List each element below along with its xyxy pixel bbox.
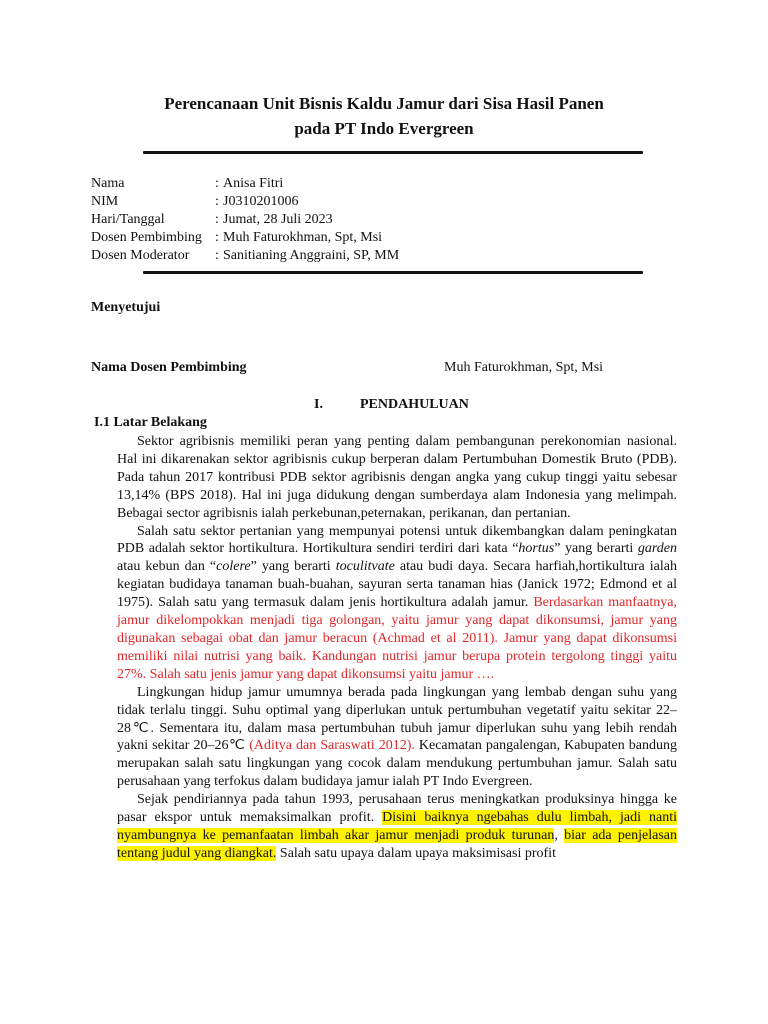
info-label: Dosen Moderator [91,248,190,263]
info-row-name: Nama : Anisa Fitri [91,176,284,191]
info-value: Anisa Fitri [223,176,284,191]
student-info-block [91,175,399,265]
supervisor-signature-name: Muh Faturokhman, Spt, Msi [444,360,604,375]
info-value: Muh Faturokhman, Spt, Msi [223,230,383,245]
info-value: Sanitianing Anggraini, SP, MM [223,248,400,263]
highlighted-comment-2: biar ada penjelasan tentang judul yang diangkat. [117,827,677,861]
supervisor-label: Nama Dosen Pembimbing [91,360,247,375]
info-divider [143,271,643,274]
red-comment-text: Berdasarkan manfaatnya, jamur dikelompokkan menjadi tiga golongan, yaitu jamur yang dapat dikonsumsi, jamur yang digunakan sebagai obat dan jamur beracun (Achmad et al 2011). Jamur yang dapat dikonsumsi memiliki nilai nutrisi yang baik. Kandungan nutrisi jamur berupa protein tergolong tinggi yaitu 27%. Salah satu jenis jamur yang dapat dikonsumsi yaitu jamur …. [117,595,678,682]
document-title-line-1: Perencanaan Unit Bisnis Kaldu Jamur dari Sisa Hasil Panen [164,94,604,113]
paragraph-1: Sektor agribisnis memiliki peran yang penting dalam pembangunan perekonomian nasional. Hal ini dikarenakan sektor agribisnis cukup berperan dalam Pertumbuhan Domestik Bruto (PDB). Pada tahun 2017 kontribusi PDB sektor agribisnis dengan angka yang cukup tinggi yaitu sebesar 13,14% (BPS 2018). Hal ini juga didukung dengan sumberdaya alam Indonesia yang melimpah. Bebagai sector agribisnis ialah perkebunan,peternakan, perikanan, dan pertanian. [117,434,677,521]
chapter-title: PENDAHULUAN [360,397,469,412]
paragraph-2: Salah satu sektor pertanian yang mempunyai potensi untuk dikembangkan dalam peningkatan PDB adalah sektor hortikultura. Hortikultura sendiri terdiri dari kata “hortus” yang berarti garden atau kebun dan “colere” yang berarti toculitvate atau budi daya. Secara harfiah,hortikultura ialah kegiatan budidaya tanaman buah-buahan, sayuran serta tanaman hias (Janick 1972; Edmond et al 1975). Salah satu yang termasuk dalam jenis hortikultura adalah jamur. Berdasarkan manfaatnya, jamur dikelompokkan menjadi tiga golongan, yaitu jamur yang dapat dikonsumsi, jamur yang digunakan sebagai obat dan jamur beracun (Achmad et al 2011). Jamur yang dapat dikonsumsi memiliki nilai nutrisi yang baik. Kandungan nutrisi jamur berupa protein tergolong tinggi yaitu 27%. Salah satu jenis jamur yang dapat dikonsumsi yaitu jamur …. [117,523,678,682]
info-row-supervisor: Dosen Pembimbing : Muh Faturokhman, Spt, Msi [91,230,383,245]
paragraph-3: Lingkungan hidup jamur umumnya berada pada lingkungan yang lembab dengan suhu yang tidak terlalu tinggi. Suhu optimal yang diperlukan untuk pertumbuhan vegetatif yaitu sekitar 22–28℃. Sementara itu, dalam masa pertumbuhan tubuh jamur diperlukan suhu yang lebih rendah yakni sekitar 20–26℃ (Aditya dan Saraswati 2012). Kecamatan pangalengan, Kabupaten bandung merupakan salah satu lingkungan yang cocok dalam mendukung pertumbuhan jamur. Salah satu perusahaan yang terfokus dalam budidaya jamur ialah PT Indo Evergreen. [117,684,677,790]
info-row-nim: NIM : J0310201006 [91,194,299,209]
info-value: J0310201006 [223,194,299,209]
highlighted-comment-1: Disini baiknya ngebahas dulu limbah, jadi nanti nyambungnya ke pemanfaatan limbah akar jamur menjadi produk turunan [117,810,677,843]
title-divider [143,151,643,154]
body-text [117,433,677,863]
info-label: Hari/Tanggal [91,212,165,227]
red-citation: (Aditya dan Saraswati 2012). [249,738,415,754]
info-label: Nama [91,176,125,191]
info-label: NIM [91,194,119,209]
info-value: Jumat, 28 Juli 2023 [223,212,333,227]
subsection-heading: I.1 Latar Belakang [94,415,207,430]
chapter-number: I. [314,397,323,412]
paragraph-4: Sejak pendiriannya pada tahun 1993, perusahaan terus meningkatkan produksinya hingga ke pasar ekspor untuk memaksimalkan profit. Disini baiknya ngebahas dulu limbah, jadi nanti nyambungnya ke pemanfaatan limbah akar jamur menjadi produk turunan, biar ada penjelasan tentang judul yang diangkat. Salah satu upaya dalam upaya maksimisasi profit [117,792,677,861]
info-row-date: Hari/Tanggal : Jumat, 28 Juli 2023 [91,212,333,227]
info-row-moderator: Dosen Moderator : Sanitianing Anggraini, SP, MM [91,248,400,263]
document-title-line-2: pada PT Indo Evergreen [294,119,474,138]
approval-heading: Menyetujui [91,300,161,315]
info-label: Dosen Pembimbing [91,230,202,245]
